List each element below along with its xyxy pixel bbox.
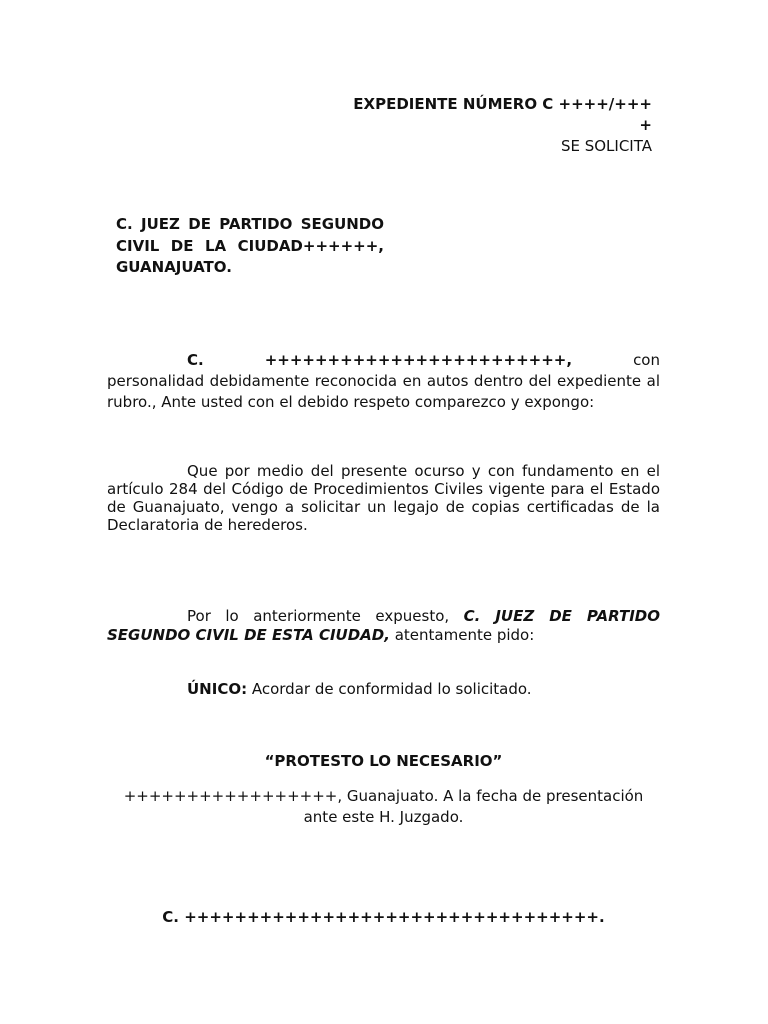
- judge-reference: C. JUEZ DE PARTIDO SEGUNDO CIVIL DE ESTA CIUDAD,: [107, 607, 660, 644]
- place-date-line: +++++++++++++++++, Guanajuato. A la fecha de presentación: [123, 787, 644, 805]
- place-date-block: [107, 786, 660, 828]
- document-subject: SE SOLICITA: [560, 137, 652, 155]
- petitioner-name: ++++++++++++++++++++++++,: [264, 351, 573, 369]
- addressee-block: [116, 214, 384, 279]
- case-number-continuation: +: [639, 116, 652, 134]
- intro-first-line: [107, 350, 660, 371]
- intro-text: personalidad debidamente reconocida en autos dentro del expediente al rubro., Ante usted con el debido respeto comparezco y expongo:: [107, 372, 660, 411]
- signature-line: C. +++++++++++++++++++++++++++++++++.: [162, 908, 605, 926]
- petition-text: Acordar de conformidad lo solicitado.: [251, 680, 532, 698]
- protesto-heading: “PROTESTO LO NECESARIO”: [264, 752, 503, 770]
- conclusion-closing: atentamente pido:: [394, 626, 535, 644]
- conclusion-intro: Por lo anteriormente expuesto,: [187, 607, 450, 625]
- petition-item: [187, 680, 667, 699]
- case-header: [300, 94, 652, 157]
- intro-first-line-tail: con: [633, 351, 660, 369]
- petition-label: ÚNICO:: [187, 680, 248, 698]
- petitioner-prefix: C.: [187, 351, 204, 369]
- addressee-line: C. JUEZ DE PARTIDO SEGUNDO: [116, 215, 384, 233]
- request-text: Que por medio del presente ocurso y con fundamento en el artículo 284 del Código de Procedimientos Civiles vigente para el Estado de Guanajuato, vengo a solicitar un legajo de copias certificadas de la Declaratoria de herederos.: [107, 462, 660, 534]
- addressee-line: CIVIL DE LA CIUDAD++++++,: [116, 236, 384, 255]
- request-paragraph: [107, 462, 660, 534]
- case-number: EXPEDIENTE NÚMERO C ++++/+++: [353, 95, 652, 113]
- conclusion-paragraph: [107, 607, 660, 645]
- addressee-line: GUANAJUATO.: [116, 258, 232, 276]
- place-date-line: ante este H. Juzgado.: [303, 808, 464, 826]
- intro-paragraph: [107, 350, 660, 413]
